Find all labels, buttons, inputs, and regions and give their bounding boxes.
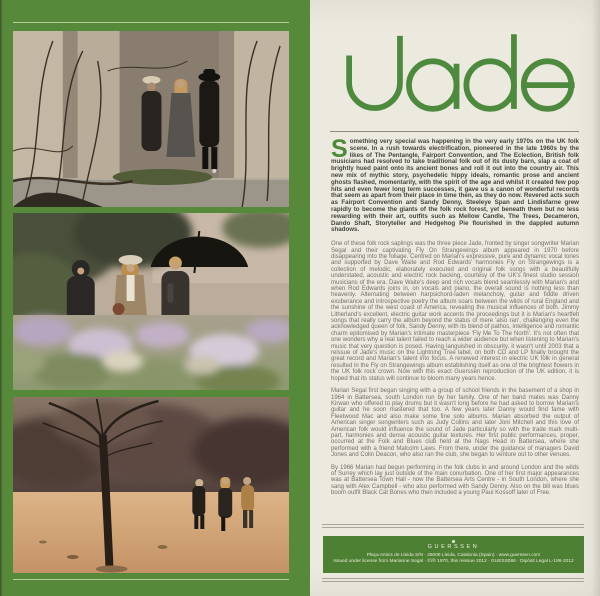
page-right-edge-shadow <box>592 0 600 596</box>
jade-logo-lettering <box>336 27 582 121</box>
label-address-line: Plaça Amics de Lleida S/N · 25008 Lleida, Catalonia (Spain) · www.guerssen.com <box>366 553 541 558</box>
footer-rule-top-1 <box>322 524 584 525</box>
band-park-illustration <box>13 397 289 573</box>
guerssen-label-bar <box>323 536 584 573</box>
paragraph-marian-history: Marian Segal first began singing with a group of school friends in the basement of a shop in 1964 in Battersea, south London run by her family. One of her band mates was Danny Kirwan who offered to play drums but it wasn't long before he had asked to borrow Marian's guitar and he soon mastered that too. A few years later Danny would find fame with Fleetwood Mac and also make some fine solo albums. Marian absorbed the output of American singer songwriters such as Judy Collins and later Joni Mitchell and this love of American folk would influence the sound of Jade particularly so with the trade mark multi-part, harmonies and dense acoustic guitar textures. Her first public performances, proper, occurred at the Folk and Blues club held at the Nags Head in Battersea, where she performed with a friend Malcolm Laws. From there, under the guidance of managers David Jones and Colin Deacon, who also ran the club, she began to venture out to other venues. <box>331 388 579 459</box>
jade-logo <box>336 27 582 121</box>
drop-cap: S <box>331 135 348 163</box>
liner-notes <box>331 135 579 503</box>
band-meadow-illustration <box>13 213 289 390</box>
footer-rule-bottom-1 <box>322 578 584 579</box>
panel-bottom-accent-line <box>13 579 289 580</box>
photo-band-behind-flower-meadow <box>13 213 289 390</box>
photo-band-among-stone-columns <box>13 31 289 207</box>
panel-top-accent-line <box>13 22 289 23</box>
guerssen-logo-mark-icon <box>452 540 455 543</box>
band-columns-illustration <box>13 31 289 207</box>
paragraph-1966-performances: By 1966 Marian had begun performing in the folk clubs in and around London and the wilds of Surrey which lay just outside of the main conurbation. One of her first major appearances was at Battersea Town Hall - now the Battersea Arts Centre - in South London, where she sang with Alex Campbell - who also performed with Sandy Denny. Also on the bill was blues boom outfit Black Cat Bones who then included a young Paul Kossoff later of Free. <box>331 464 579 497</box>
logo-divider-line <box>330 131 579 132</box>
paragraph-jade-album: One of these folk rock saplings was the three piece Jade, fronted by singer songwriter Marian Segal and their captivating Fly On Strangewings album appeared in 1970 before disappearing into the foliage. Centred on Marian's expressive, pure and dynamic vocal tones and supported by Dave Waite and Rod Edwards' harmonies Fly on Strangewings is a collection of melodic, elaborately executed and original folk songs with a beautifully understated, acoustic and electric rock backing, courtesy of the UK's finest studio session musicians of the era. Dave Waite's deep and rich vocals blend seamlessly with Marian's and when Rod Edwards joins in, on vocals and piano, the overall sound is nothing less than heavenly. Alternating between harpsichord-laden melancholy, guitar and fiddle driven exuberance and introspective poetry the album soars between the wilds of rural England and the sunshine of the west coast of America, revealing the musical influences of both. Jimmy Litherland's excellent, electric guitar work accents the proceedings but it is Marian's heartfelt songs that really carry the album beyond the status of mere 'also ran', challenging even the acknowledged queen of folk, Sandy Denny, with its blend of pathos, intelligence and romantic charm epitomised by Marian's intimate masterpiece 'Fly Me To The North'. It's not often that one wonders why a real talent failed to reach a wider audience but when listening to Marian's music that very question is posed. Having languished in obscurity, it wasn't until 2003 that a reissue of Jade's music on the Lightning Tree label, on both CD and LP finally brought the great record and Marian's talent into focus. A renewed interest in electric UK folk in general resulted in the Fly on Strangewings album establishing itself as one of the brightest flowers in the UK folk rock crown. Now with this exact Guerssen reproduction of the UK edition, it is hoped that its status will continue to bloom many years hence. <box>331 241 579 382</box>
intro-paragraph <box>331 135 579 234</box>
photo-band-walking-in-park <box>13 397 289 573</box>
page-left-edge-shadow <box>0 0 3 596</box>
guerssen-label-name: GUERSSEN <box>427 544 480 550</box>
footer-rule-top-2 <box>322 527 584 528</box>
footer-rule-bottom-2 <box>322 581 584 582</box>
intro-text: omething very special was happening in the very early 1970s on the UK folk scene. In a rush towards electrification, pioneered in the late 1960s by the likes of The Pentangle, Fairport Convention, and The Eclection, British folk musicians had resolved to take traditional folk out of its dusty barn, slap a coat of brightly hued paint onto its ancient bones and roll it out into the country air. This new mix of mythic story, psychedelic hippy ideals, romantic prose and ancient ghosts flashed, momentarily, with the spirit of the age and whilst it created few pop hits and even fewer long term successes, it gave us a canon of wonderful records that seem as apart from their place in time then, as they do now. Revered acts such as Fairport Convention and Sandy Denny, Steeleye Span and Lindisfarne grew rapidly to become the giants of the folk rock forest, yet beneath them but no less rewarding with their art, outfits such as Mellow Candle, The Trees, Decameron, Dando Shaft, Storyteller and Hedgehog Pie flourished in the dappled autumn shadows. <box>331 138 579 234</box>
label-license-line: Issued under license from Marianne Segal · ©/℗ 1970, this reissue 2012 · GUESS086 · Dipòsit Legal L-186-2012 <box>333 559 574 564</box>
